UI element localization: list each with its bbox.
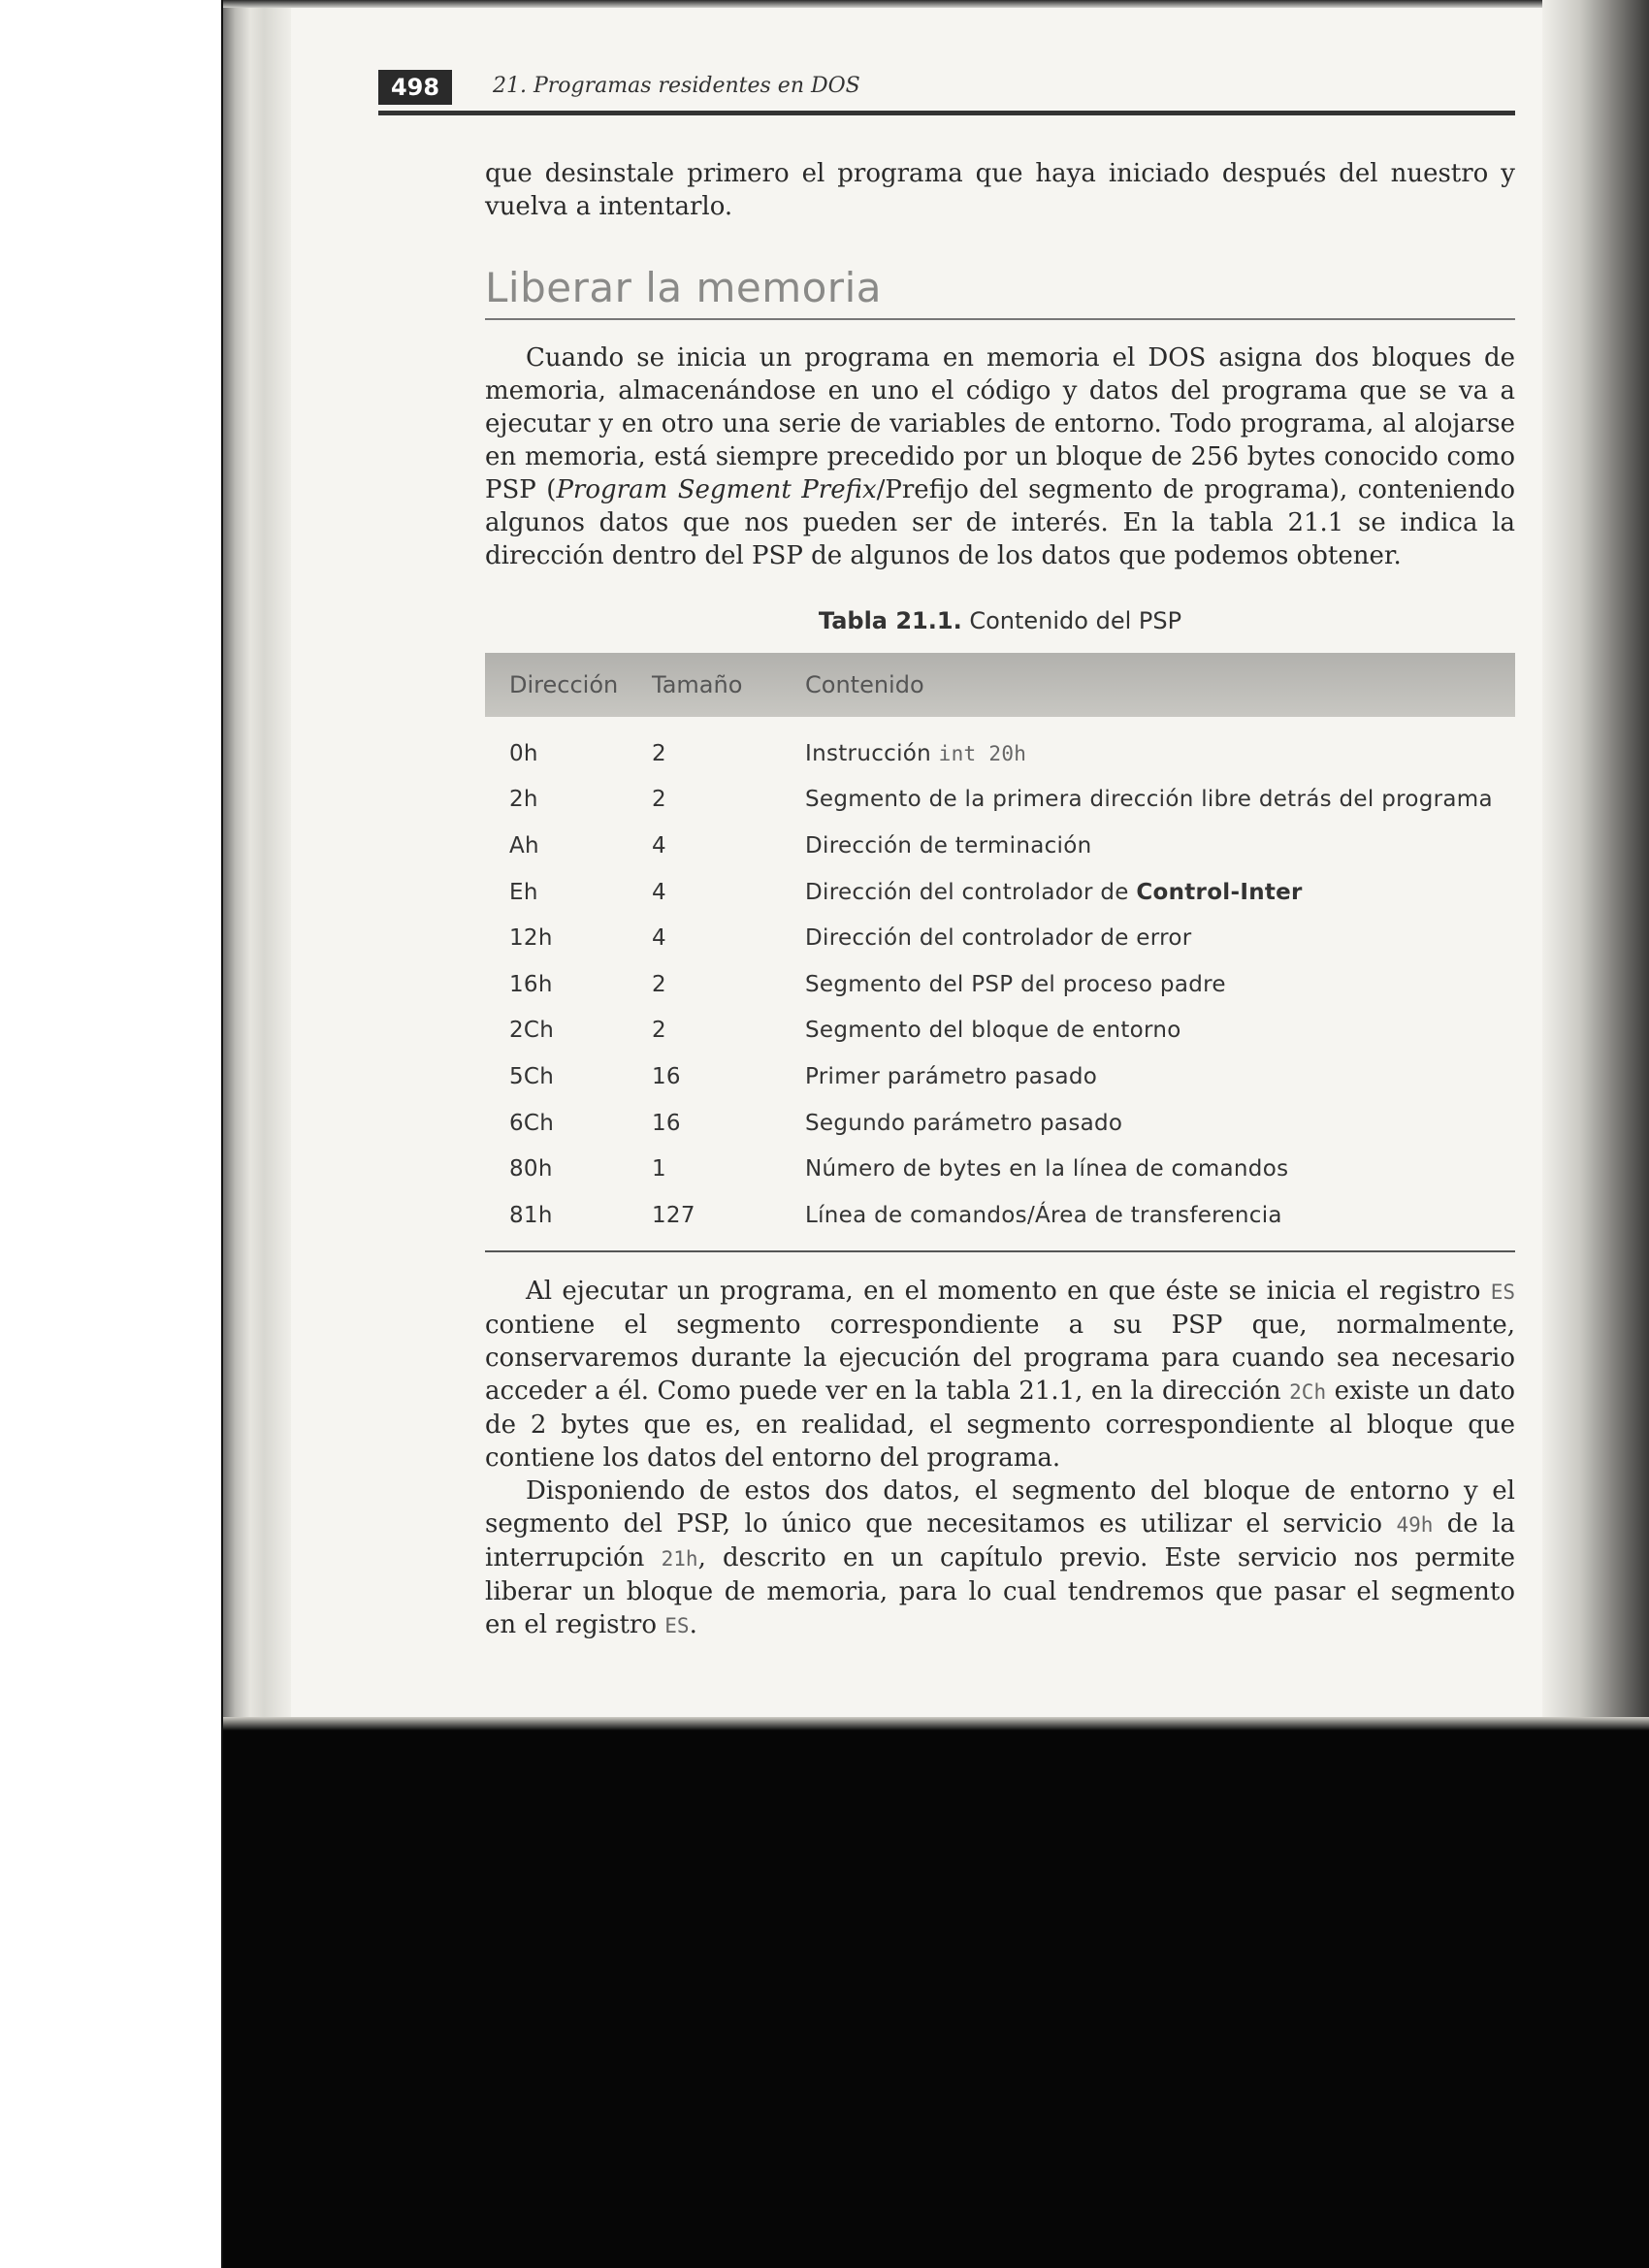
intro-text: que desinstale primero el programa que haya iniciado después del nuestro y vuelva a intentarlo. <box>485 159 1515 221</box>
cell-contenido <box>805 1156 1515 1182</box>
cell-contenido-text: Segmento del bloque de entorno <box>805 1018 1181 1044</box>
table-caption <box>485 607 1515 634</box>
closing-paragraphs <box>485 1275 1515 1642</box>
cell-contenido <box>805 1111 1515 1136</box>
header-tamano: Tamaño <box>652 671 743 698</box>
cell-contenido-text: Instrucción <box>805 740 939 766</box>
cell-tamano: 127 <box>652 1202 695 1228</box>
cell-contenido <box>805 741 1515 766</box>
header-contenido: Contenido <box>805 671 924 698</box>
cell-tamano: 1 <box>652 1156 666 1183</box>
cell-contenido <box>805 1018 1515 1043</box>
table-row <box>485 869 1515 916</box>
cell-contenido-text: Dirección de terminación <box>805 832 1092 859</box>
cell-tamano: 4 <box>652 925 666 952</box>
table-header-row <box>485 653 1515 717</box>
table-row <box>485 1146 1515 1192</box>
code-es: ES <box>1490 1280 1515 1304</box>
header-rule <box>378 111 1515 115</box>
paragraph-3-text-d: . <box>689 1610 697 1639</box>
book-spine-shadow <box>223 0 291 1727</box>
cell-direccion: 80h <box>509 1156 553 1183</box>
cell-tamano: 2 <box>652 740 666 766</box>
cell-direccion: Eh <box>509 879 538 905</box>
table-row <box>485 915 1515 961</box>
code-21h: 21h <box>661 1547 698 1571</box>
cell-direccion: 12h <box>509 925 553 952</box>
cell-contenido <box>805 1064 1515 1089</box>
table-row <box>485 1008 1515 1054</box>
paragraph-1-text-a: Cuando se inicia un programa en memoria el DOS asigna dos bloques de memoria, almacenándose en uno el código y datos del programa que se va a ejecutar y en otro una serie de variables de entorno. Todo programa, al alojarse en memoria, está siempre precedido por un bloque de 256 bytes conocido como PSP ( <box>485 343 1515 504</box>
cell-tamano: 16 <box>652 1110 681 1136</box>
cell-tamano: 4 <box>652 879 666 905</box>
table-row <box>485 1192 1515 1239</box>
paragraph-2-text-b: contiene el segmento correspondiente a su PSP que, normalmente, conservaremos durante la ejecución del programa para cuando sea necesario acceder a él. Como puede ver en la tabla 21.1, en la dirección <box>485 1311 1515 1406</box>
cell-contenido-text: Segmento del PSP del proceso padre <box>805 971 1226 997</box>
page-number: 498 <box>378 70 452 105</box>
scan-left-margin <box>0 0 221 2268</box>
psp-table <box>485 653 1515 1252</box>
cell-contenido-text: Segmento de la primera dirección libre detrás del programa <box>805 787 1493 813</box>
cell-contenido-text: Dirección del controlador de <box>805 879 1137 905</box>
cell-contenido <box>805 925 1515 951</box>
paragraph-2 <box>485 1275 1515 1474</box>
intro-paragraph <box>485 157 1515 223</box>
page-top-edge <box>223 0 1552 8</box>
cell-contenido <box>805 833 1515 859</box>
section-paragraph <box>485 341 1515 572</box>
cell-contenido-text: Línea de comandos/Área de transferencia <box>805 1202 1282 1228</box>
cell-contenido-text: Segundo parámetro pasado <box>805 1110 1123 1136</box>
paragraph-1-italic: Program Segment Prefix <box>556 475 877 504</box>
table-row <box>485 1053 1515 1100</box>
cell-direccion: Ah <box>509 832 539 859</box>
table-row <box>485 961 1515 1008</box>
table-row <box>485 823 1515 869</box>
cell-direccion: 5Ch <box>509 1063 555 1089</box>
cell-contenido-text: Número de bytes en la línea de comandos <box>805 1156 1289 1183</box>
cell-code: int 20h <box>938 741 1027 765</box>
code-es-2: ES <box>664 1614 690 1637</box>
caption-label: Tabla 21.1. <box>818 607 962 634</box>
paragraph-2-text-c: existe un dato de 2 bytes que es, en realidad, el segmento correspondiente al bloque que contiene los datos del entorno del programa. <box>485 1377 1515 1473</box>
cell-tamano: 4 <box>652 832 666 859</box>
paragraph-2-text-a: Al ejecutar un programa, en el momento en que éste se inicia el registro <box>526 1277 1491 1306</box>
paragraph-1-text-b: /Prefijo del segmento de programa), conteniendo algunos datos que nos pueden ser de interés. En la tabla 21.1 se indica la dirección dentro del PSP de algunos de los datos que podemos obtener. <box>485 475 1515 570</box>
paragraph-3-text-b: de la interrupción <box>485 1509 1515 1572</box>
table-row <box>485 777 1515 824</box>
running-title: 21. Programas residentes en DOS <box>493 74 860 98</box>
cell-tamano: 16 <box>652 1063 681 1089</box>
paragraph-3-text-a: Disponiendo de estos dos datos, el segmento del bloque de entorno y el segmento del PSP, lo único que necesitamos es utilizar el servicio <box>485 1476 1515 1539</box>
cell-direccion: 16h <box>509 971 553 997</box>
cell-direccion: 6Ch <box>509 1110 555 1136</box>
cell-contenido <box>805 787 1515 812</box>
paragraph-3-text-c: , descrito en un capítulo previo. Este servicio nos permite liberar un bloque de memoria, para lo cual tendremos que pasar el segmento en el registro <box>485 1543 1515 1639</box>
cell-direccion: 2Ch <box>509 1018 555 1044</box>
cell-tamano: 2 <box>652 1018 666 1044</box>
code-2ch: 2Ch <box>1289 1380 1327 1404</box>
cell-bold: Control-Inter <box>1136 879 1303 905</box>
cell-tamano: 2 <box>652 787 666 813</box>
scan-bottom-background <box>223 1717 1649 2268</box>
cell-contenido <box>805 880 1515 905</box>
header-direccion: Dirección <box>509 671 619 698</box>
cell-direccion: 2h <box>509 787 538 813</box>
cell-contenido-text: Primer parámetro pasado <box>805 1063 1098 1089</box>
next-page-shadow <box>1542 0 1649 1727</box>
section-rule <box>485 318 1515 320</box>
paragraph-3 <box>485 1474 1515 1642</box>
table-row <box>485 1100 1515 1147</box>
code-49h: 49h <box>1396 1513 1434 1537</box>
paragraph-1 <box>485 341 1515 572</box>
cell-direccion: 0h <box>509 740 538 766</box>
cell-contenido <box>805 1203 1515 1228</box>
cell-contenido <box>805 972 1515 997</box>
table-row <box>485 730 1515 777</box>
caption-text: Contenido del PSP <box>969 607 1182 634</box>
section-title: Liberar la memoria <box>485 264 882 311</box>
cell-direccion: 81h <box>509 1202 553 1228</box>
table-body <box>485 717 1515 1252</box>
cell-tamano: 2 <box>652 971 666 997</box>
cell-contenido-text: Dirección del controlador de error <box>805 925 1192 952</box>
